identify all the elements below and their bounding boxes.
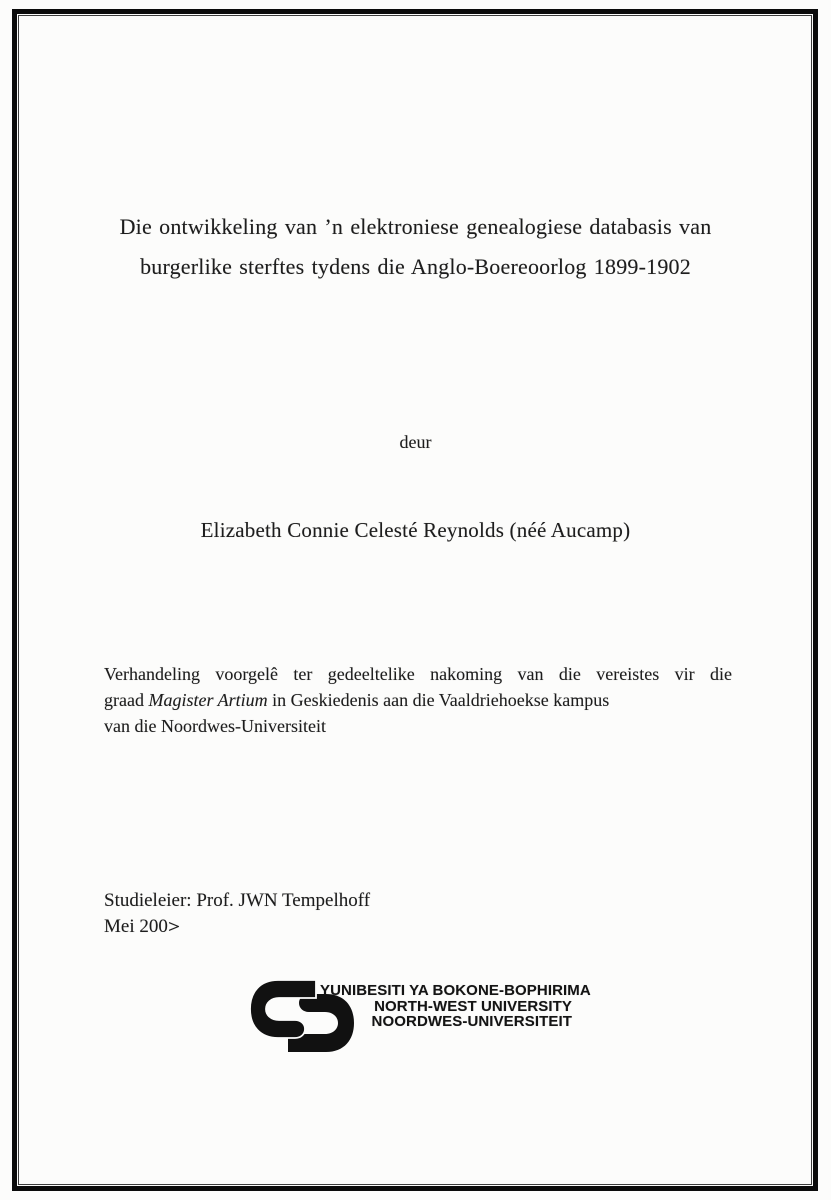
thesis-title-line2: burgerlike sterftes tydens die Anglo-Boereoorlog 1899-1902 xyxy=(140,254,691,279)
university-logo xyxy=(250,980,591,1055)
degree-name: Magister Artium xyxy=(148,690,268,710)
logo-line-english: NORTH-WEST UNIVERSITY xyxy=(374,997,572,1015)
thesis-title-line1: Die ontwikkeling van ’n elektroniese genealogiese databasis van xyxy=(119,214,712,239)
author-name: Elizabeth Connie Celesté Reynolds (néé Aucamp) xyxy=(200,518,631,542)
logo-line-setswana: YUNIBESITI YA BOKONE-BOPHIRIMA xyxy=(320,982,591,999)
submission-line1: Verhandeling voorgelê ter gedeeltelike nakoming van die vereistes vir die xyxy=(104,664,732,684)
byline-label: deur xyxy=(399,432,432,452)
submission-line2-prefix: graad xyxy=(104,690,149,710)
submission-statement xyxy=(104,661,732,739)
submission-line3: van die Noordwes-Universiteit xyxy=(104,716,326,736)
date-seven-glyph: > xyxy=(167,917,180,938)
submission-line2-suffix: in Geskiedenis aan die Vaaldriehoekse kampus xyxy=(267,690,610,710)
date-text: Mei 200 xyxy=(104,916,168,937)
supervisor-line: Studieleier: Prof. JWN Tempelhoff xyxy=(104,890,371,911)
date-line xyxy=(104,914,370,940)
thesis-title xyxy=(44,207,787,287)
supervisor-block xyxy=(104,888,370,940)
nwu-logo-text xyxy=(320,982,591,1030)
submission-line2 xyxy=(104,687,732,713)
logo-line-afrikaans: NOORDWES-UNIVERSITEIT xyxy=(371,1013,572,1030)
